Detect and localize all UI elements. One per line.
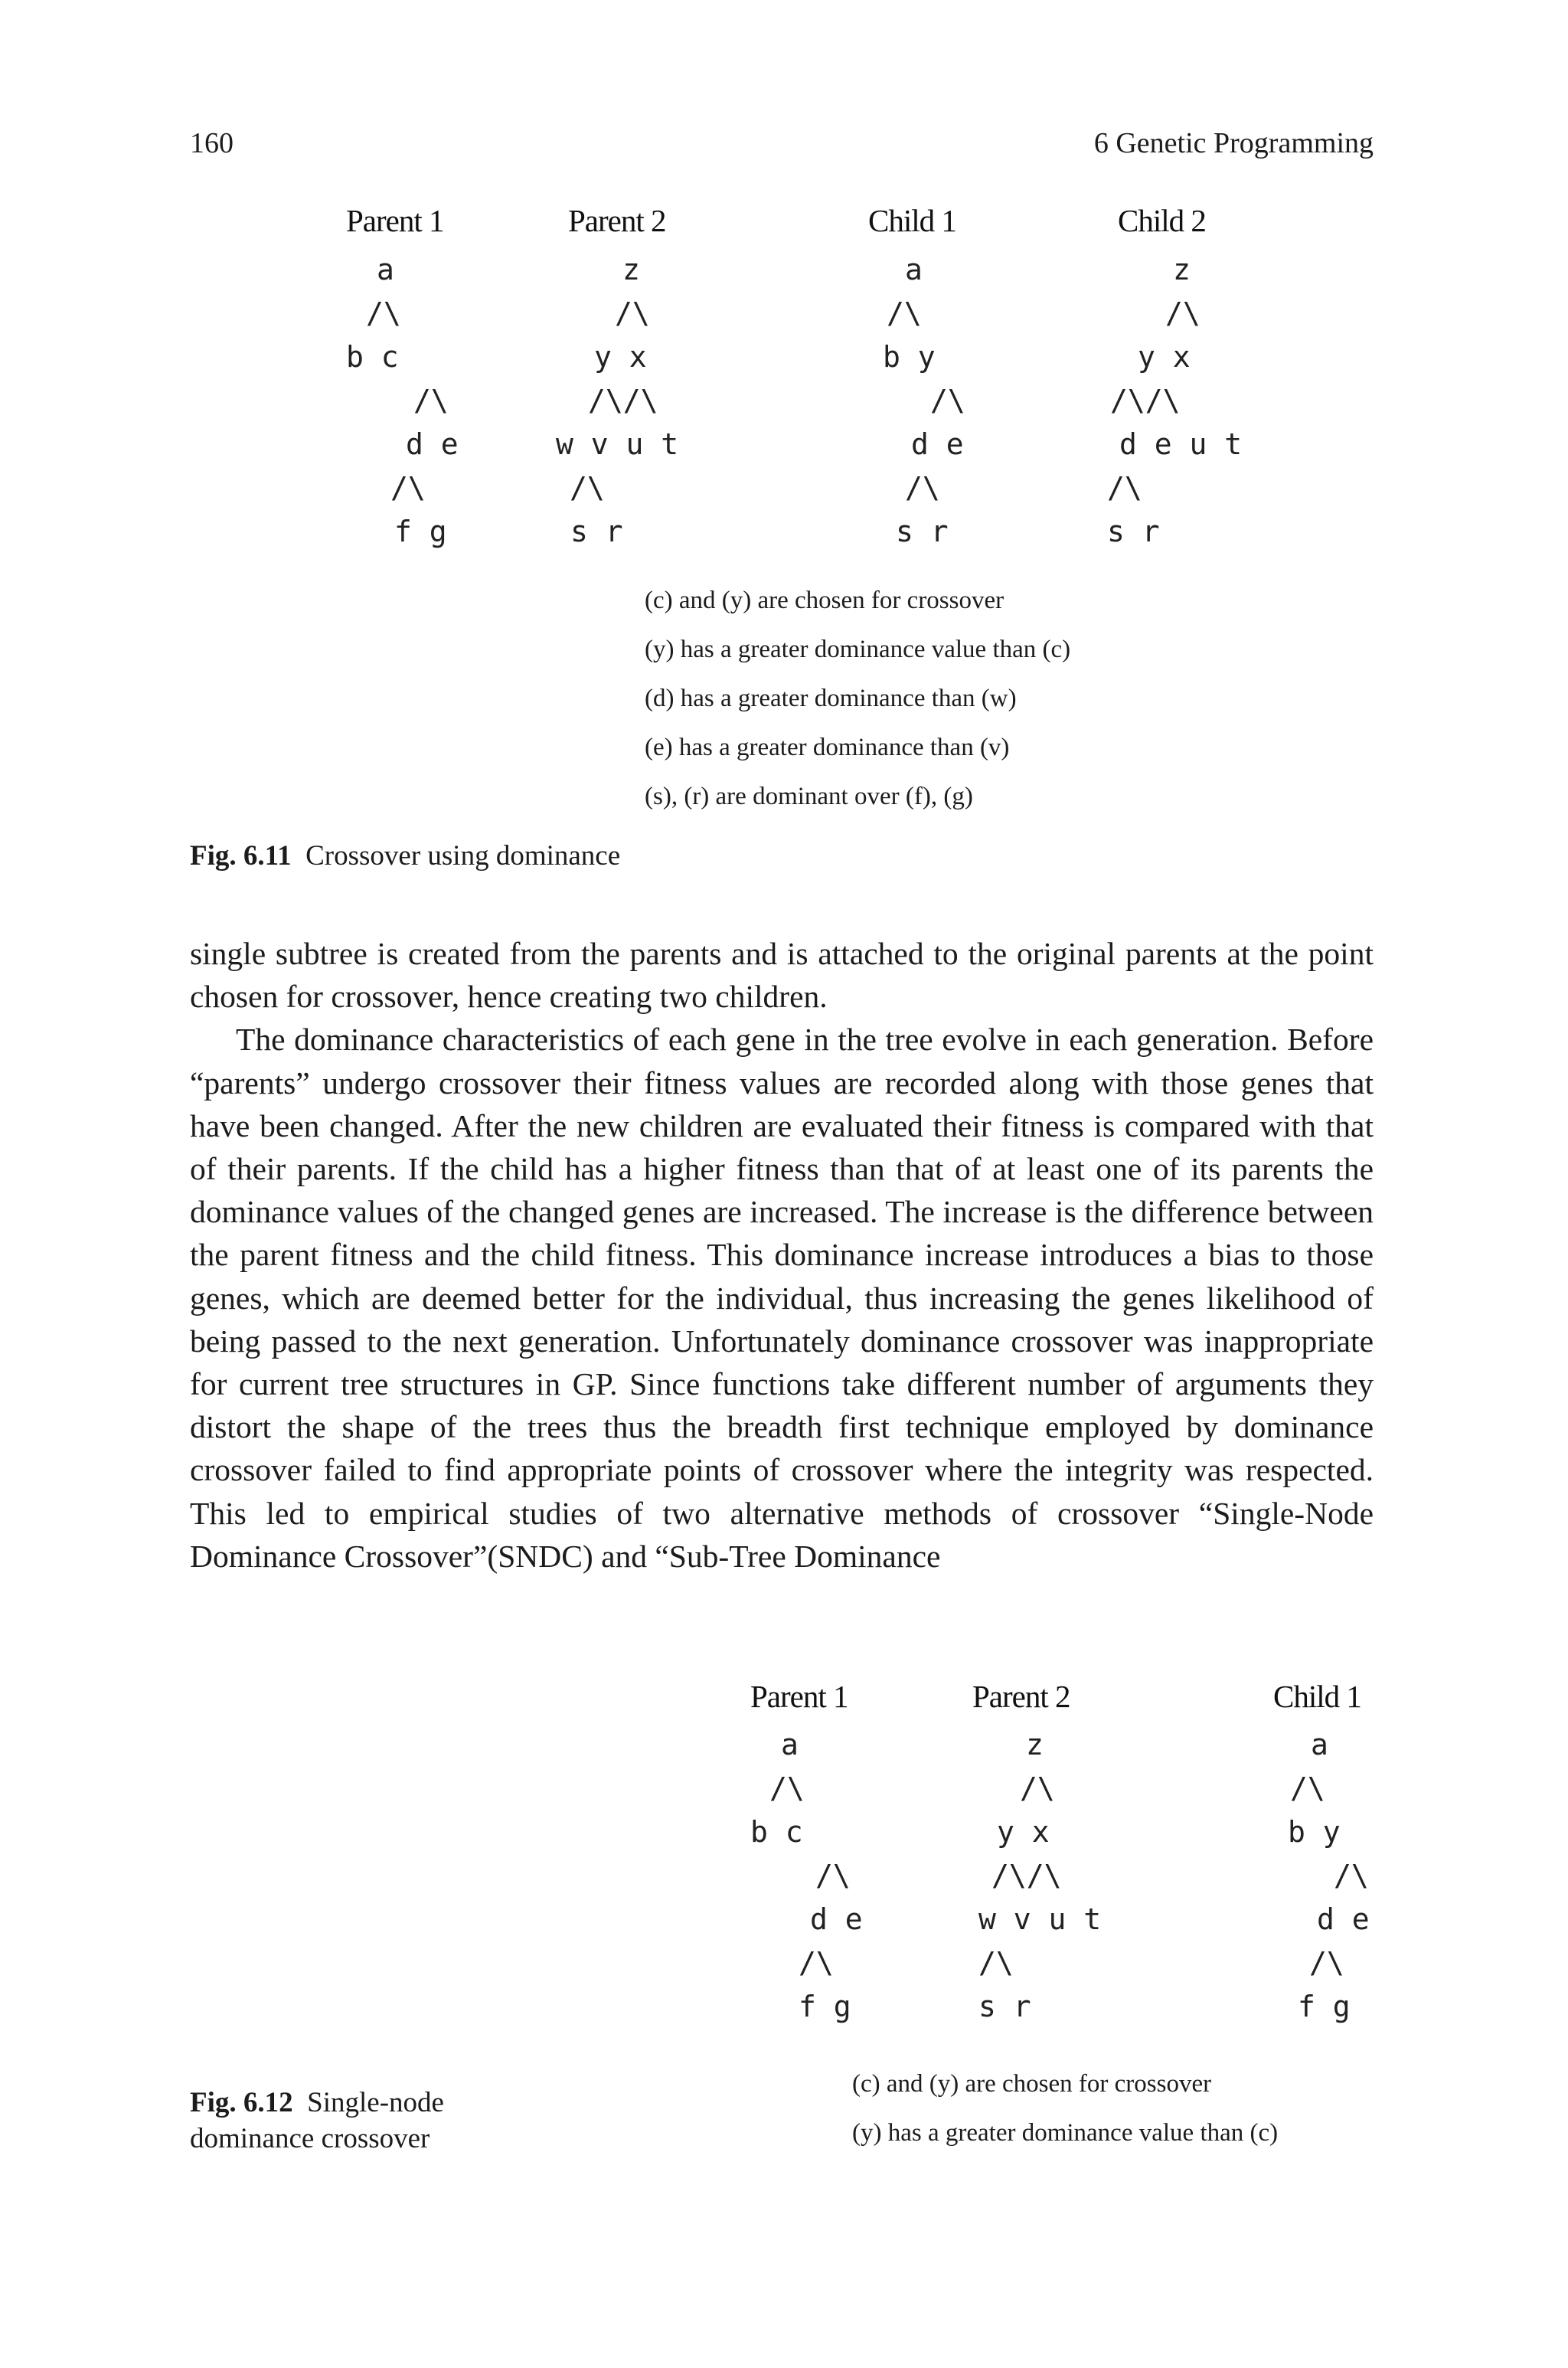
paragraph: The dominance characteristics of each gene in the tree evolve in each generation. Before “parents” undergo crossover their fitness values are recorded along with those genes that have been changed. After the new children are evaluated their fitness is compared with that of their parents. If the child has a higher fitness than that of at least one of its parents the dominance values of the changed genes are increased. The increase is the difference between the parent fitness and the child fitness. This dominance increase introduces a bias to those genes, which are deemed better for the individual, thus increasing the genes likelihood of being passed to the next generation. Unfortunately dominance crossover was inappropriate for current tree structures in GP. Since functions take different number of arguments they distort the shape of the trees thus the breadth first technique employed by dominance crossover failed to find appropriate points of crossover where the integrity was respected. This led to empirical studies of two alternative methods of crossover “Single-Node Dominance Crossover”(SNDC) and “Sub-Tree Dominance xyxy=(190,1022,1374,1574)
tree-edge: /\/\ xyxy=(588,384,658,417)
tree-node: a xyxy=(781,1728,799,1761)
figure-note: (c) and (y) are chosen for crossover xyxy=(852,2070,1212,2098)
tree-node: f g xyxy=(1298,1990,1351,2023)
tree-node: d e u t xyxy=(1119,427,1243,461)
tree-node: s r xyxy=(1107,515,1160,548)
tree-edge: /\ xyxy=(905,471,940,505)
tree-node: y x xyxy=(1138,340,1191,374)
tree-edge: /\ xyxy=(815,1859,851,1892)
tree-edge: /\/\ xyxy=(991,1859,1062,1892)
tree-edge: /\ xyxy=(1020,1771,1055,1805)
figure-label: Fig. 6.12 xyxy=(190,2087,293,2118)
figure-caption xyxy=(190,838,620,874)
tree-edge: /\ xyxy=(769,1771,805,1805)
tree-node: z xyxy=(1173,253,1191,286)
tree-edge: /\ xyxy=(390,471,426,505)
tree-node: s r xyxy=(978,1990,1031,2023)
tree-edge: /\ xyxy=(570,471,605,505)
tree-edge: /\ xyxy=(1334,1859,1369,1892)
tree-edge: /\ xyxy=(1309,1946,1344,1980)
figure-note: (y) has a greater dominance value than (c) xyxy=(645,636,1071,663)
tree-edge: /\ xyxy=(978,1946,1014,1980)
paragraph: single subtree is created from the parents and is attached to the original parents at the point chosen for crossover, hence creating two children. xyxy=(190,936,1374,1015)
figure-note: (d) has a greater dominance than (w) xyxy=(645,685,1017,712)
tree-node: y x xyxy=(997,1815,1050,1849)
tree-node: d e xyxy=(810,1902,863,1936)
tree-node: b c xyxy=(750,1815,803,1849)
tree-title: Parent 2 xyxy=(972,1679,1070,1714)
tree-node: f g xyxy=(799,1990,851,2023)
tree-node: b y xyxy=(883,340,936,374)
figure-note: (s), (r) are dominant over (f), (g) xyxy=(645,783,973,810)
figure-caption-text: Single-node xyxy=(307,2087,444,2118)
tree-node: a xyxy=(1311,1728,1328,1761)
tree-edge: /\ xyxy=(413,384,449,417)
tree-node: s r xyxy=(896,515,949,548)
tree-node: d e xyxy=(406,427,459,461)
tree-node: s r xyxy=(570,515,623,548)
tree-node: d e xyxy=(911,427,964,461)
tree-title: Child 2 xyxy=(1118,203,1206,238)
page-number: 160 xyxy=(190,127,234,159)
tree-edge: /\ xyxy=(1290,1771,1325,1805)
body-text xyxy=(190,932,1374,1578)
tree-node: d e xyxy=(1317,1902,1370,1936)
figure-note: (y) has a greater dominance value than (c) xyxy=(852,2119,1279,2147)
figure-note: (c) and (y) are chosen for crossover xyxy=(645,587,1004,614)
tree-node: y x xyxy=(594,340,647,374)
figure-caption-text: Crossover using dominance xyxy=(305,840,621,872)
tree-node: w v u t xyxy=(978,1902,1102,1936)
tree-edge: /\ xyxy=(930,384,965,417)
tree-edge: /\ xyxy=(887,296,922,330)
tree-node: b c xyxy=(346,340,399,374)
tree-node: a xyxy=(905,253,923,286)
tree-node: b y xyxy=(1288,1815,1341,1849)
tree-title: Parent 2 xyxy=(568,203,666,238)
tree-edge: /\ xyxy=(1165,296,1200,330)
tree-edge: /\ xyxy=(1107,471,1142,505)
tree-title: Parent 1 xyxy=(750,1679,848,1714)
figure-note: (e) has a greater dominance than (v) xyxy=(645,734,1010,761)
figure-label: Fig. 6.11 xyxy=(190,840,292,872)
tree-edge: /\ xyxy=(366,296,401,330)
tree-title: Child 1 xyxy=(1273,1679,1361,1714)
running-header: 6 Genetic Programming xyxy=(1093,127,1374,159)
tree-node: a xyxy=(377,253,394,286)
tree-edge: /\/\ xyxy=(1110,384,1181,417)
tree-edge: /\ xyxy=(799,1946,834,1980)
tree-node: z xyxy=(1026,1728,1044,1761)
tree-node: f g xyxy=(394,515,447,548)
tree-title: Child 1 xyxy=(868,203,956,238)
tree-edge: /\ xyxy=(615,296,650,330)
tree-node: z xyxy=(622,253,640,286)
figure-caption xyxy=(190,2085,444,2157)
figure-caption-text: dominance crossover xyxy=(190,2123,430,2154)
tree-node: w v u t xyxy=(556,427,679,461)
tree-title: Parent 1 xyxy=(346,203,444,238)
